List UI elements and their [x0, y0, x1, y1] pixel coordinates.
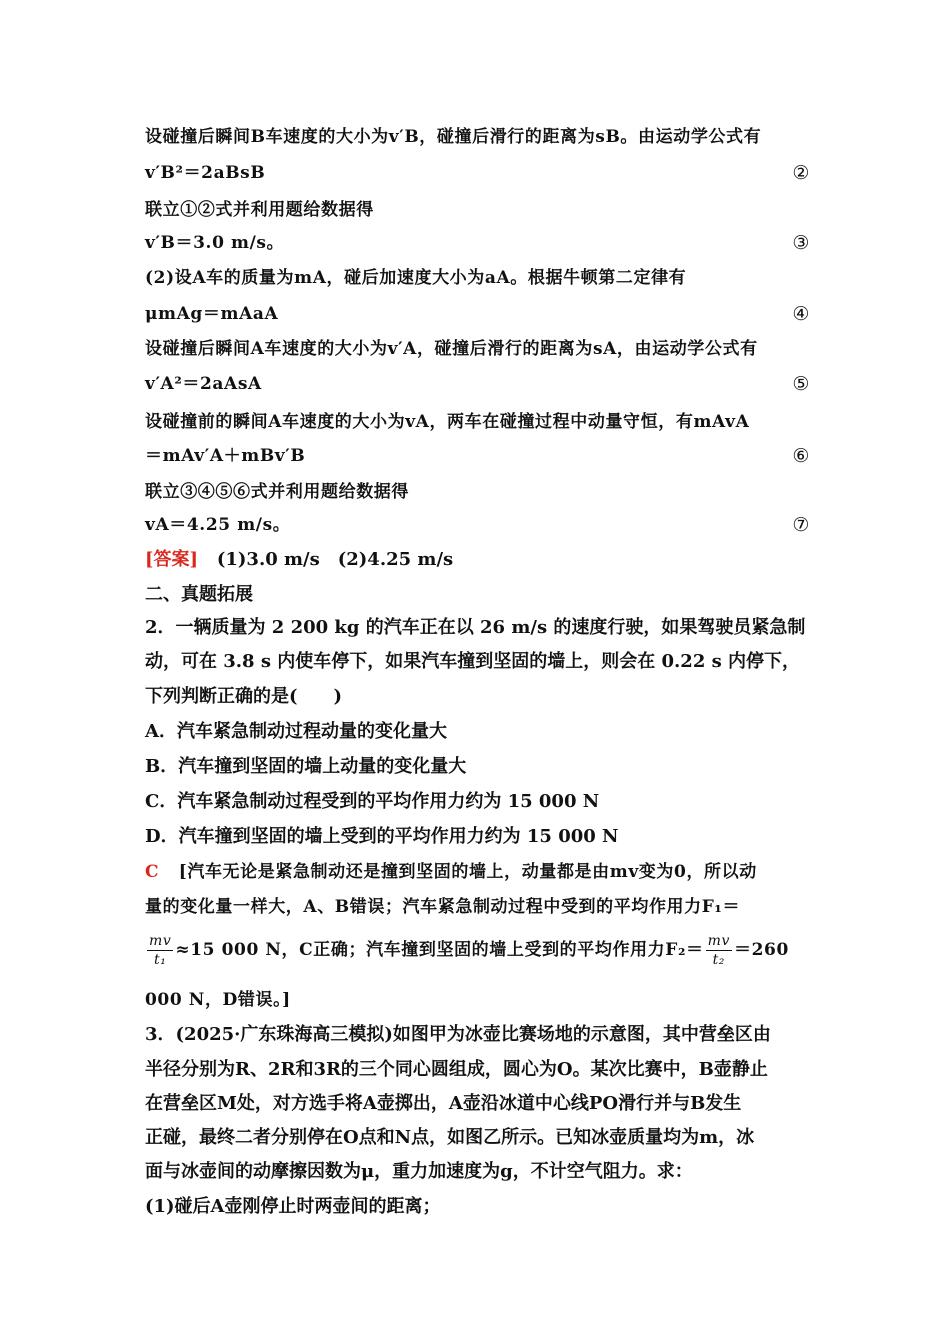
equation-number: ② [792, 162, 810, 184]
question-3-line-4: 正碰，最终二者分别停在O点和N点，如图乙所示。已知冰壶质量均为m，冰 [145, 1127, 755, 1148]
question-3-line-5: 面与冰壶间的动摩擦因数为μ，重力加速度为g，不计空气阻力。求： [145, 1161, 693, 1182]
option-a: A．汽车紧急制动过程动量的变化量大 [145, 721, 447, 742]
explanation-line-3: $\frac{mv}{\text{t₁}}$ ≈15 000 N，C正确；汽车撞到坚固的墙上受到的平均作用力F₂＝ $\frac{mv}{\text{t₂}}$ ＝260 [149, 933, 789, 968]
solution-line-12: vA＝4.25 m/s。 ⑦ [145, 514, 810, 536]
fraction-f2: $\frac{mv}{\text{t₂}}$ [707, 933, 730, 968]
solution-line-7: 设碰撞后瞬间A车速度的大小为v′A，碰撞后滑行的距离为sA，由运动学公式有 [145, 339, 758, 359]
solution-line-6: μmAg＝mAaA ④ [145, 303, 810, 325]
option-c: C．汽车紧急制动过程受到的平均作用力约为 15 000 N [145, 791, 600, 812]
fraction-f1: $\frac{mv}{\text{t₁}}$ [149, 933, 172, 968]
question-3-line-6: (1)碰后A壶刚停止时两壶间的距离； [145, 1196, 441, 1217]
solution-line-10: ＝mAv′A＋mBv′B ⑥ [145, 445, 810, 467]
question-3-line-3: 在营垒区M处，对方选手将A壶掷出，A壶沿冰道中心线PO滑行并与B发生 [145, 1093, 742, 1114]
solution-line-11: 联立③④⑤⑥式并利用题给数据得 [145, 482, 409, 502]
answer-letter: C [145, 862, 160, 882]
section-title: 二、真题拓展 [145, 584, 253, 605]
question-2-line-2: 动，可在 3.8 s 内使车停下，如果汽车撞到坚固的墙上，则会在 0.22 s 内停下， [145, 651, 801, 672]
solution-line-5: (2)设A车的质量为mA，碰后加速度大小为aA。根据牛顿第二定律有 [145, 268, 687, 288]
answer-text: (1)3.0 m/s (2)4.25 m/s [216, 549, 454, 570]
solution-line-2: v′B²＝2aBsB ② [145, 162, 810, 184]
solution-line-3: 联立①②式并利用题给数据得 [145, 200, 374, 220]
solution-line-9: 设碰撞前的瞬间A车速度的大小为vA，两车在碰撞过程中动量守恒，有mAvA [145, 412, 750, 432]
solution-line-4: v′B＝3.0 m/s。 ③ [145, 232, 810, 254]
question-2-line-3: 下列判断正确的是( ) [145, 686, 343, 707]
solution-line-1: 设碰撞后瞬间B车速度的大小为v′B，碰撞后滑行的距离为sB。由运动学公式有 [145, 127, 762, 147]
equation-number: ④ [792, 303, 810, 325]
solution-line-8: v′A²＝2aAsA ⑤ [145, 373, 810, 395]
option-b: B．汽车撞到坚固的墙上动量的变化量大 [145, 756, 467, 777]
equation-number: ⑦ [792, 514, 810, 536]
answer-line [145, 549, 810, 571]
question-3-line-2: 半径分别为R、2R和3R的三个同心圆组成，圆心为O。某次比赛中，B壶静止 [145, 1059, 768, 1080]
question-3-line-1: 3．(2025·广东珠海高三模拟)如图甲为冰壶比赛场地的示意图，其中营垒区由 [145, 1024, 771, 1045]
equation-number: ⑥ [792, 445, 810, 467]
equation-number: ③ [792, 232, 810, 254]
answer-tag: [答案] [145, 549, 199, 570]
option-d: D．汽车撞到坚固的墙上受到的平均作用力约为 15 000 N [145, 826, 619, 847]
explanation-line-4: 000 N，D错误。] [145, 990, 291, 1010]
question-2-line-1: 2．一辆质量为 2 200 kg 的汽车正在以 26 m/s 的速度行驶，如果驾驶员紧急制 [145, 617, 806, 638]
equation-number: ⑤ [792, 373, 810, 395]
explanation-line-2: 量的变化量一样大，A、B错误；汽车紧急制动过程中受到的平均作用力F₁＝ [145, 897, 741, 917]
explanation-line-1: C [汽车无论是紧急制动还是撞到坚固的墙上，动量都是由mv变为0，所以动 [145, 862, 757, 882]
